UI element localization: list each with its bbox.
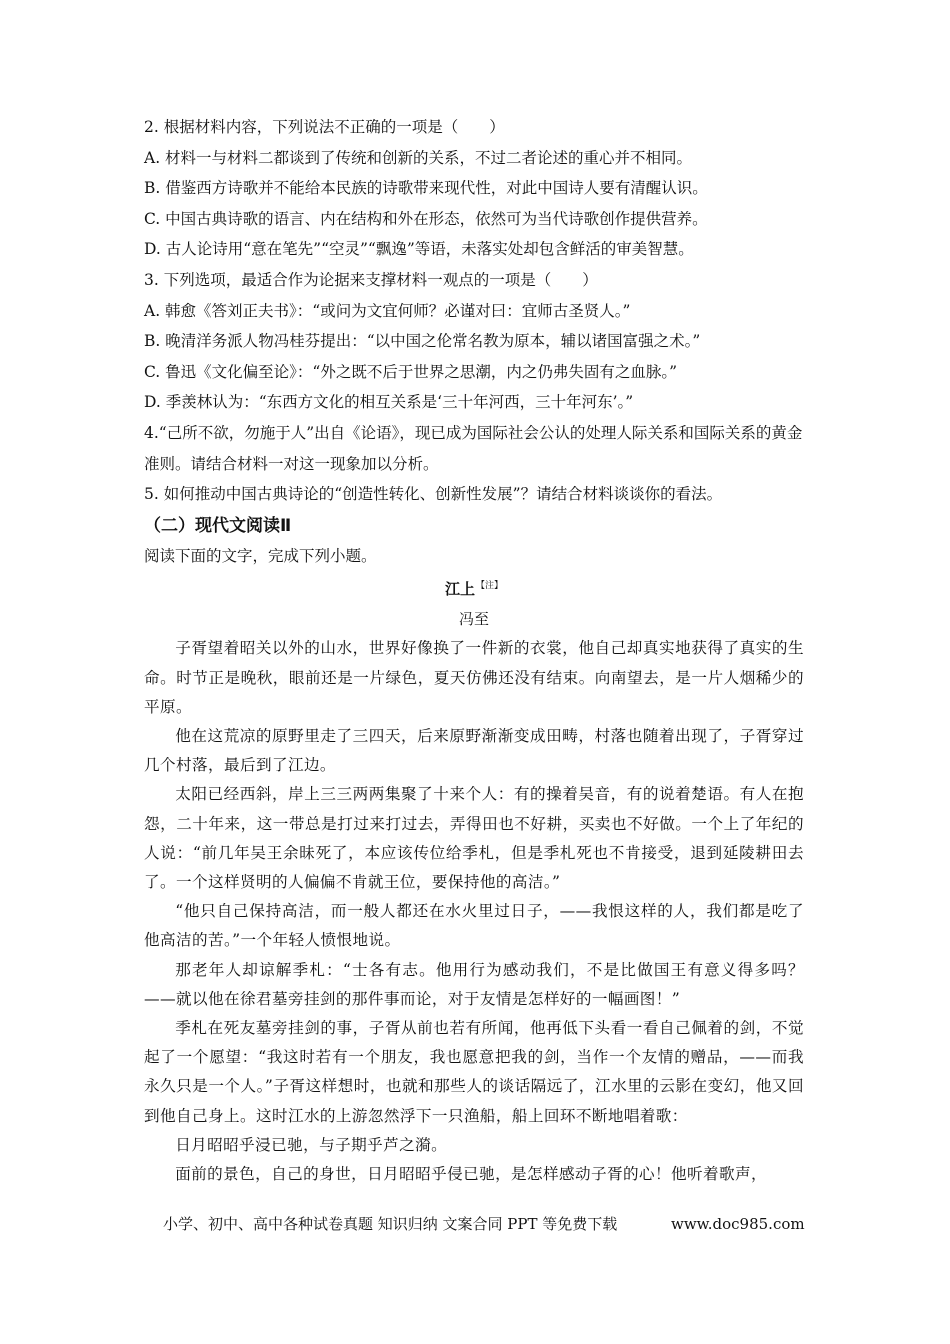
story-author: 冯至 bbox=[458, 610, 489, 629]
question-2-option-a: A. 材料一与材料二都谈到了传统和创新的关系，不过二者论述的重心并不相同。 bbox=[144, 148, 693, 167]
story-paragraph: “他只自己保持高洁，而一般人都还在水火里过日子，——我恨这样的人，我们都是吃了他高洁的苦。”一个年轻人愤恨地说。 bbox=[144, 902, 804, 950]
question-3-option-c: C. 鲁迅《文化偏至论》：“外之既不后于世界之思潮，内之仍弗失固有之血脉。” bbox=[144, 362, 678, 381]
story-paragraph: 太阳已经西斜，岸上三三两两集聚了十来个人：有的操着吴音，有的说着楚语。有人在抱怨，二十年来，这一带总是打过来打过去，弄得田也不好耕，买卖也不好做。一个上了年纪的人说：“前几年吴王余昧死了，本应该传位给季札，但是季札死也不肯接受，退到延陵耕田去了。一个这样贤明的人偏偏不肯就王位，要保持他的高洁。” bbox=[144, 785, 804, 891]
question-3-option-b: B. 晚清洋务派人物冯桂芬提出：“以中国之伦常名教为原本，辅以诸国富强之术。” bbox=[144, 332, 701, 351]
question-2-option-d: D. 古人论诗用“意在笔先”“空灵”“飘逸”等语，未落实处却包含鲜活的审美智慧。 bbox=[144, 240, 694, 259]
story bbox=[144, 571, 804, 1189]
question-2-option-b: B. 借鉴西方诗歌并不能给本民族的诗歌带来现代性，对此中国诗人要有清醒认识。 bbox=[144, 179, 708, 198]
story-paragraph: 面前的景色，自己的身世，日月昭昭乎侵已驰，是怎样感动子胥的心！他听着歌声， bbox=[175, 1164, 767, 1183]
section-heading: （二）现代文阅读Ⅱ bbox=[144, 515, 292, 536]
document-page bbox=[144, 112, 804, 1189]
story-paragraph: 他在这荒凉的原野里走了三四天，后来原野渐渐变成田畴，村落也随着出现了，子胥穿过几个村落，最后到了江边。 bbox=[144, 726, 804, 775]
story-title: 江上 bbox=[444, 580, 475, 599]
reading-instruction: 阅读下面的文字，完成下列小题。 bbox=[144, 546, 377, 565]
question-2-stem: 2. 根据材料内容，下列说法不正确的一项是（ ） bbox=[144, 118, 505, 136]
story-paragraph: 季札在死友墓旁挂剑的事，子胥从前也若有所闻，他再低下头看一看自己佩着的剑，不觉起了一个愿望：“我这时若有一个朋友，我也愿意把我的剑，当作一个友情的赠品，——而我永久只是一个人。”子胥这样想时，也就和那些人的谈话隔远了，江水里的云影在变幻，他又回到他自己身上。这时江水的上游忽然浮下一只渔船，船上回环不断地唱着歌： bbox=[144, 1018, 804, 1125]
question-3-option-d: D. 季羡林认为：“东西方文化的相互关系是‘三十年河西，三十年河东’。” bbox=[144, 393, 634, 412]
question-5: 5. 如何推动中国古典诗论的“创造性转化、创新性发展”？请结合材料谈谈你的看法。 bbox=[144, 485, 723, 504]
page-footer bbox=[163, 1212, 803, 1236]
question-2-option-c: C. 中国古典诗歌的语言、内在结构和外在形态，依然可为当代诗歌创作提供营养。 bbox=[144, 209, 708, 228]
story-paragraph: 那老年人却谅解季札：“士各有志。他用行为感动我们，不是比做国王有意义得多吗？——就以他在徐君墓旁挂剑的那件事而论，对于友情是怎样好的一幅画图！” bbox=[144, 960, 804, 1008]
story-title-note: 【注】 bbox=[476, 581, 504, 592]
question-3-stem: 3. 下列选项，最适合作为论据来支撑材料一观点的一项是（ ） bbox=[144, 270, 598, 289]
question-3-option-a: A. 韩愈《答刘正夫书》：“或问为文宜何师？必谨对曰：宜师古圣贤人。” bbox=[144, 301, 631, 320]
story-song-line: 日月昭昭乎浸已驰，与子期乎芦之漪。 bbox=[175, 1135, 448, 1154]
question-4: 4.“己所不欲，勿施于人”出自《论语》，现已成为国际社会公认的处理人际关系和国际关系的黄金准则。请结合材料一对这一现象加以分析。 bbox=[144, 423, 803, 473]
story-paragraph: 子胥望着昭关以外的山水，世界好像换了一件新的衣裳，他自己却真实地获得了真实的生命。时节正是晚秋，眼前还是一片绿色，夏天仿佛还没有结束。向南望去，是一片人烟稀少的平原。 bbox=[144, 639, 804, 716]
story-title-wrap bbox=[144, 571, 804, 604]
footer-text: 小学、初中、高中各种试卷真题 知识归纳 文案合同 PPT 等免费下载 bbox=[163, 1215, 618, 1233]
footer-url[interactable]: www.doc985.com bbox=[671, 1215, 805, 1233]
